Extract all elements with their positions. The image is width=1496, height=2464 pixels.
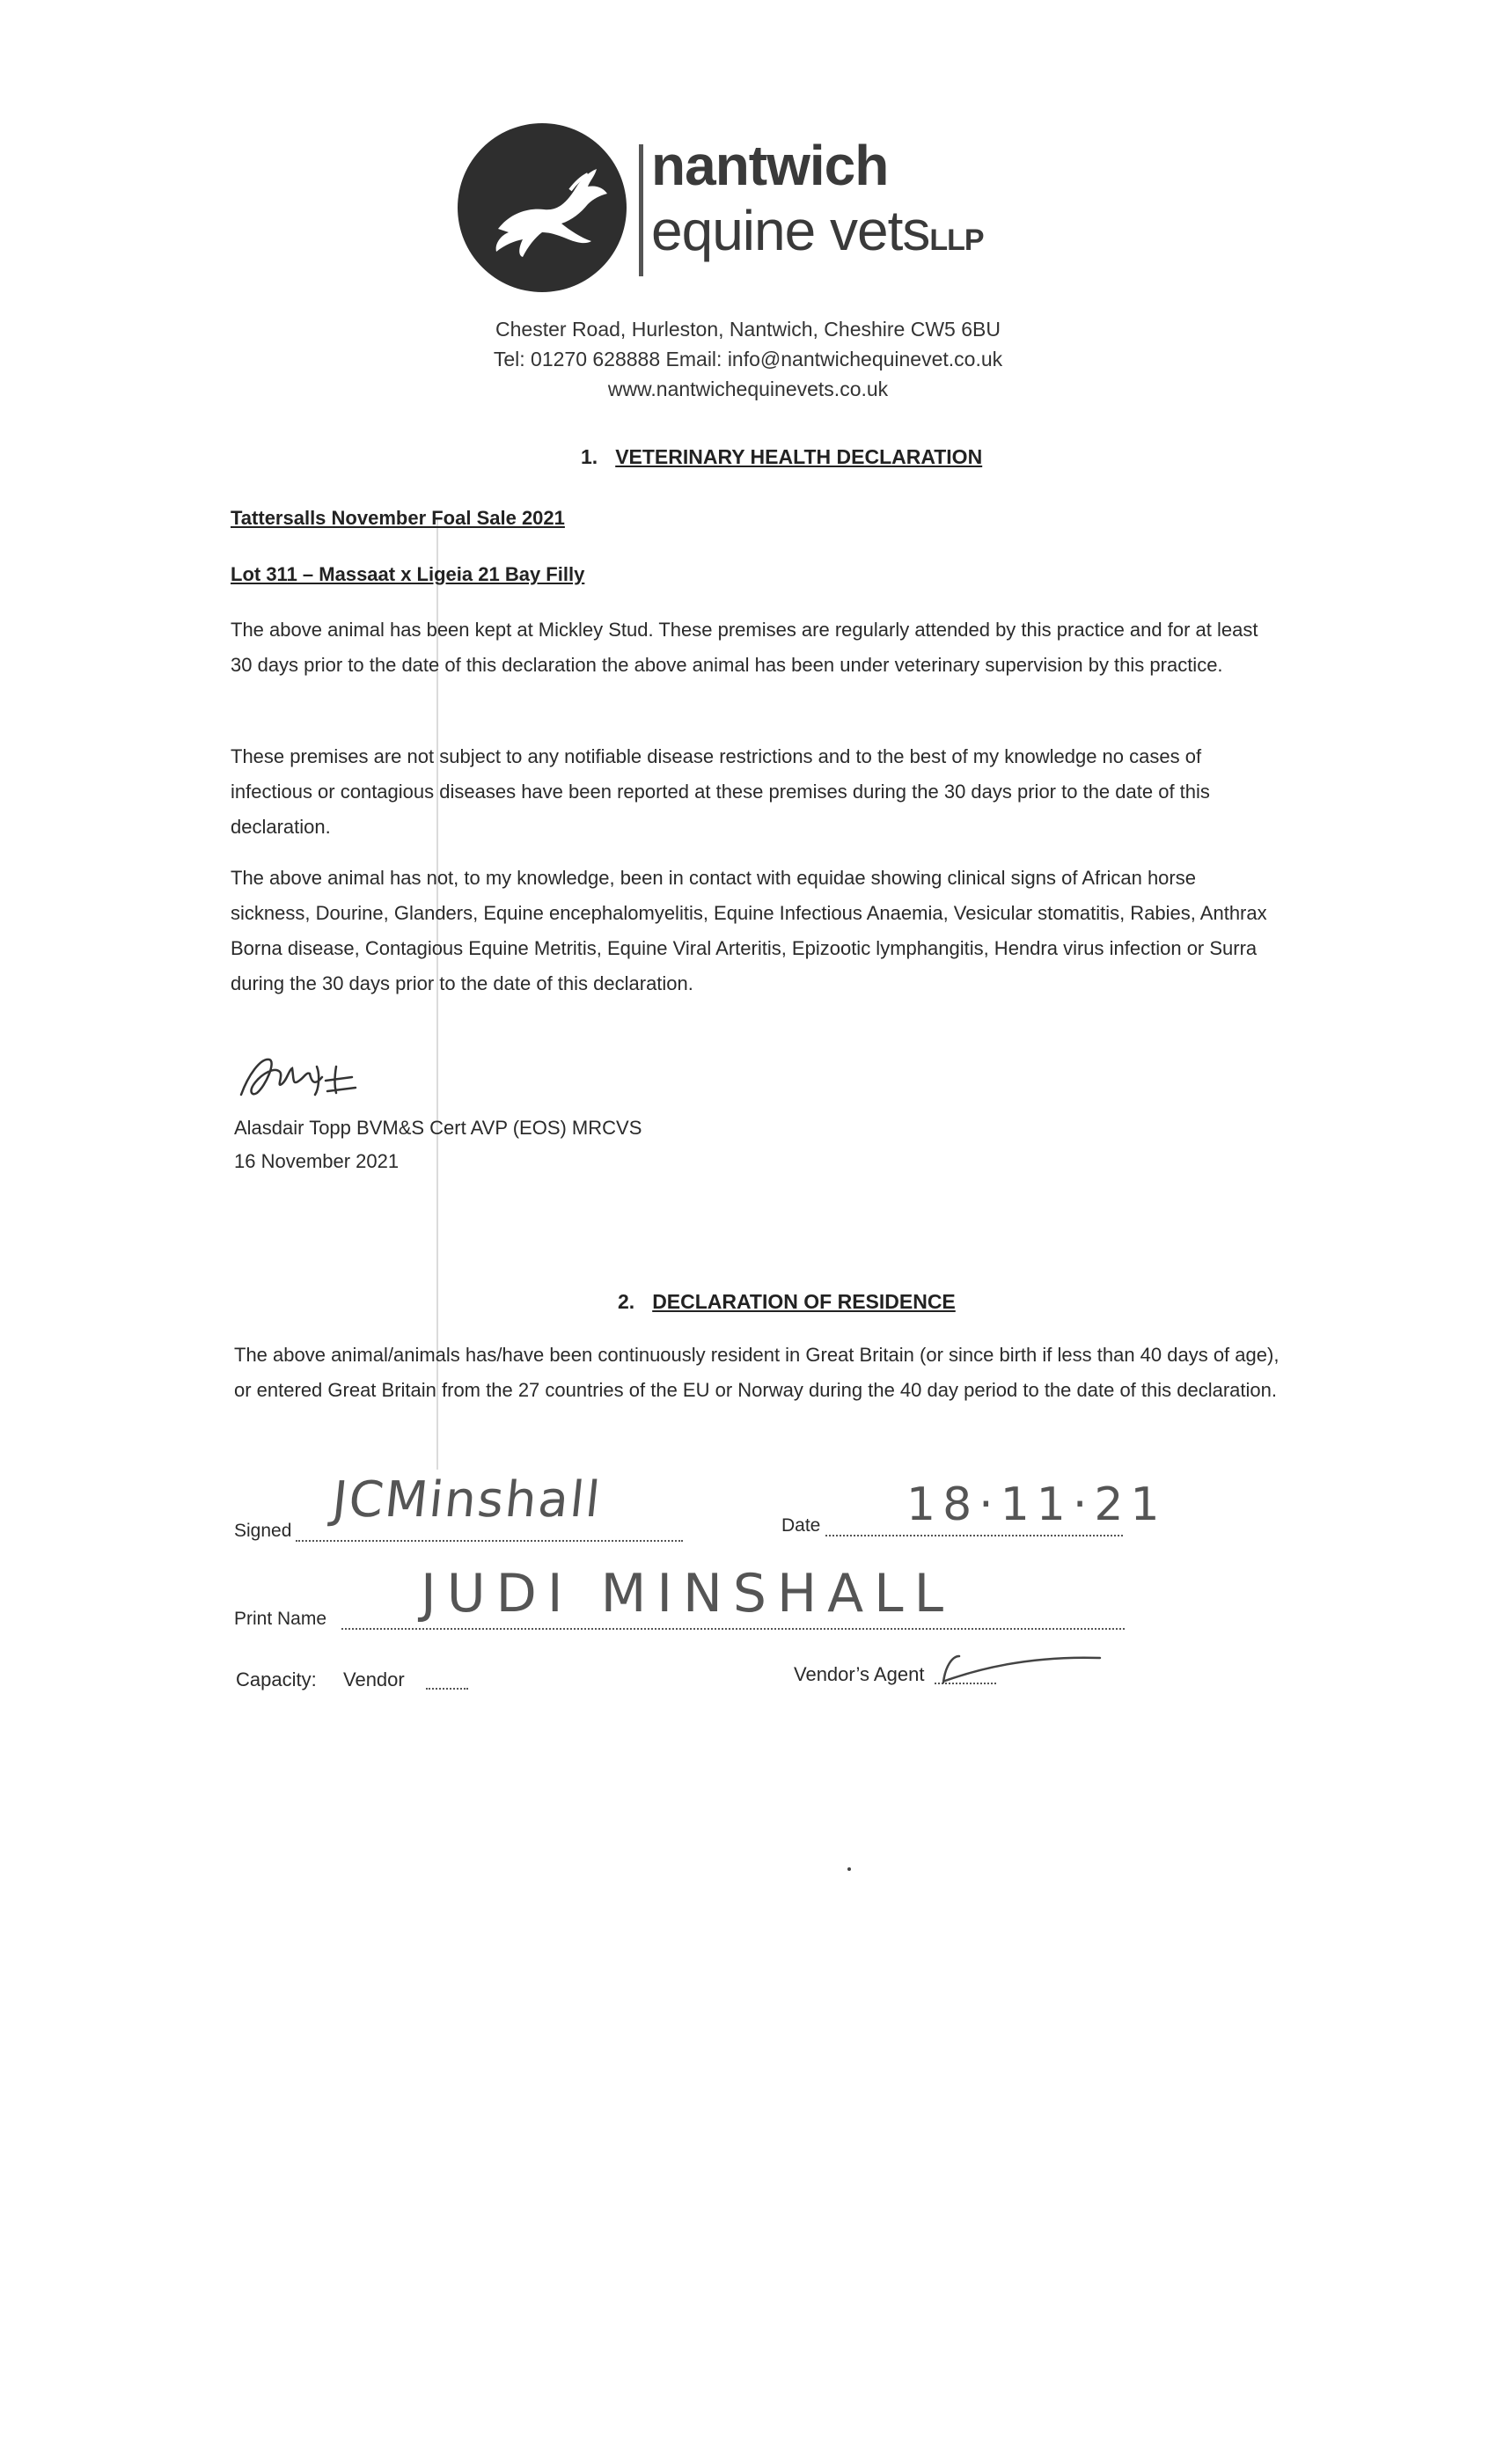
- vet-name: Alasdair Topp BVM&S Cert AVP (EOS) MRCVS: [234, 1117, 642, 1139]
- vendors-agent-label: Vendor’s Agent: [794, 1663, 925, 1685]
- vet-date: 16 November 2021: [234, 1150, 400, 1172]
- signed-handwriting: JCMinshall: [329, 1471, 605, 1529]
- brand-subtitle: [651, 199, 984, 262]
- brand-name: nantwich: [651, 134, 889, 197]
- capacity-label: Capacity:: [236, 1668, 317, 1690]
- section2-number: 2.: [618, 1290, 635, 1313]
- horse-emblem-icon: [456, 121, 628, 294]
- vet-signature: [231, 1040, 371, 1111]
- paragraph-premises: These premises are not subject to any notifiable disease restrictions and to the best of my knowledge no cases of infectious or contagious diseases have been reported at these premises during the 30 days prior to the date of this declaration.: [231, 745, 1210, 838]
- brand-sub-text: equine vets: [651, 199, 930, 262]
- section1-heading: [581, 445, 982, 469]
- section1-number: 1.: [581, 445, 598, 468]
- date-handwriting: 18·11·21: [906, 1478, 1167, 1531]
- signed-field-line[interactable]: [296, 1540, 683, 1542]
- print-name-field-line[interactable]: [341, 1628, 1125, 1630]
- practice-logo: [456, 118, 1037, 294]
- section1-title: VETERINARY HEALTH DECLARATION: [615, 445, 983, 468]
- sale-title: Tattersalls November Foal Sale 2021: [231, 507, 565, 529]
- print-name-label: Print Name: [234, 1609, 327, 1629]
- scan-speck: [847, 1867, 851, 1871]
- paragraph-contact: The above animal has not, to my knowledge, been in contact with equidae showing clinical signs of African horse sickness, Dourine, Glanders, Equine encephalomyelitis, Equine Infectious Anaemia, Vesicular stomatitis, Rabies, Anthrax Borna disease, Contagious Equine Metritis, Equine Viral Arteritis, Epizootic lymphangitis, Hendra virus infection or Surra during the 30 days prior to the date of this declaration.: [231, 867, 1267, 994]
- website-line: www.nantwichequinevets.co.uk: [607, 378, 889, 400]
- paragraph-residence: The above animal/animals has/have been continuously resident in Great Britain (or since birth if less than 40 days of age), or entered Great Britain from the 27 countries of the EU or Norway during the 40 day period to the date of this declaration.: [234, 1344, 1280, 1401]
- address-line-1: Chester Road, Hurleston, Nantwich, Cheshire CW5 6BU: [495, 318, 1001, 341]
- signed-label: Signed: [234, 1521, 292, 1541]
- logo-divider: [639, 144, 643, 276]
- vendor-field-line[interactable]: [426, 1688, 468, 1690]
- paragraph-kept-at: The above animal has been kept at Mickley Stud. These premises are regularly attended by this practice and for at least 30 days prior to the date of this declaration the above animal has been under veterinary supervision by this practice.: [231, 619, 1258, 676]
- date-label: Date: [781, 1515, 821, 1536]
- strike-through-mark: [933, 1637, 1109, 1707]
- print-name-handwriting: JUDI MINSHALL: [421, 1563, 955, 1624]
- date-field-line[interactable]: [825, 1535, 1123, 1536]
- section2-title: DECLARATION OF RESIDENCE: [652, 1290, 956, 1313]
- address-line-2: Tel: 01270 628888 Email: info@nantwichequinevet.co.uk: [493, 348, 1003, 370]
- lot-title: Lot 311 – Massaat x Ligeia 21 Bay Filly: [231, 563, 585, 585]
- brand-llp: LLP: [929, 224, 984, 257]
- section2-heading: [618, 1290, 956, 1314]
- vendor-label: Vendor: [343, 1668, 405, 1690]
